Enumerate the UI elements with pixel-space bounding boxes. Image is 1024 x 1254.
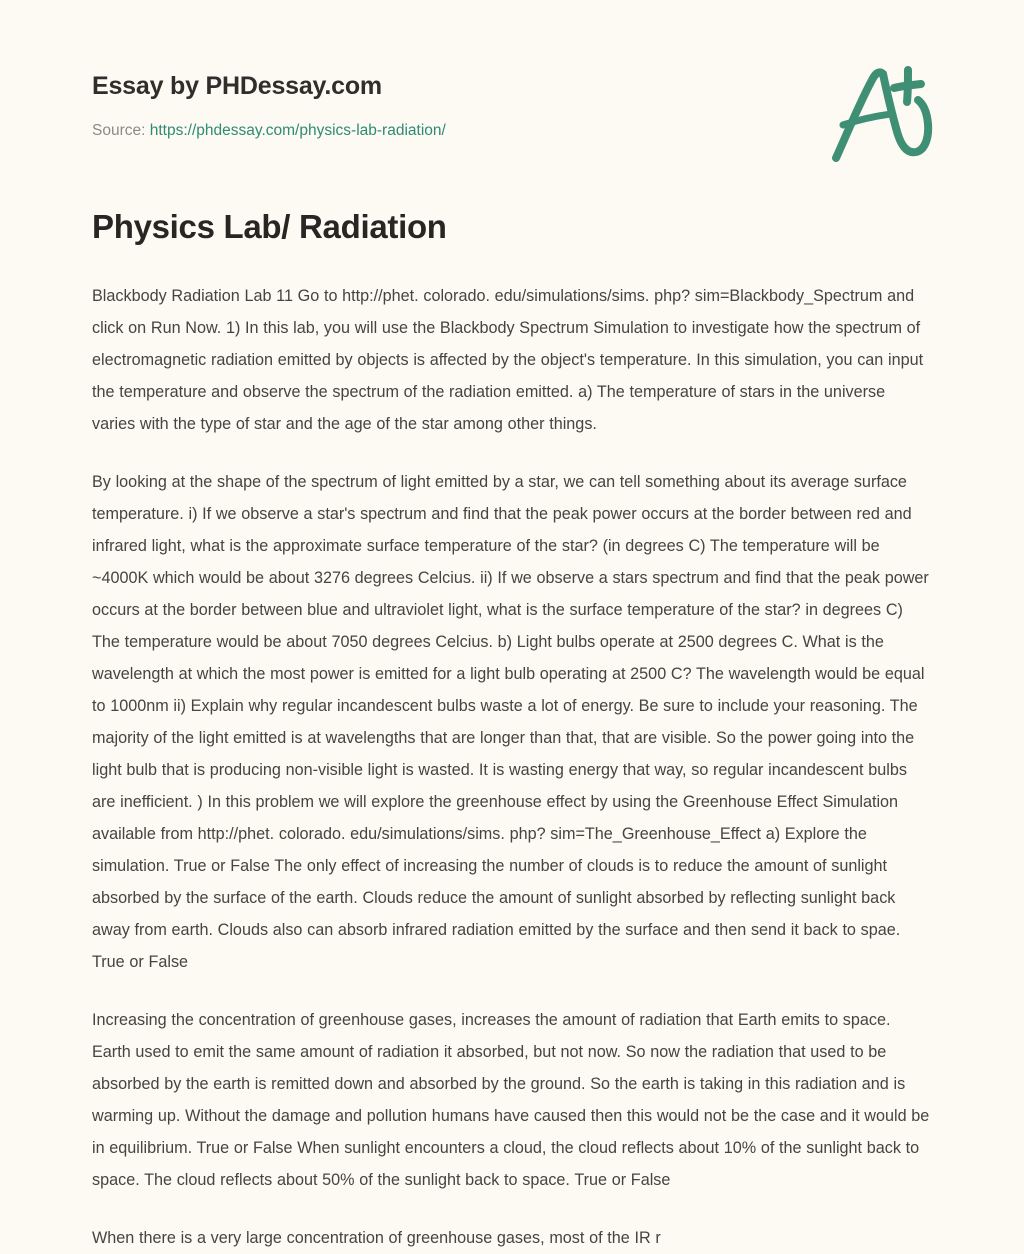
source-url-link[interactable]: https://phdessay.com/physics-lab-radiation/ bbox=[149, 121, 446, 139]
page-title: Physics Lab/ Radiation bbox=[92, 207, 447, 245]
brand-title: Essay by PHDessay.com bbox=[92, 72, 382, 100]
a-plus-logo-icon bbox=[828, 62, 938, 166]
source-label: Source: bbox=[92, 121, 146, 139]
paragraph: By looking at the shape of the spectrum of light emitted by a star, we can tell something about its average surface temperature. i) If we observe a star's spectrum and find that the peak power occurs at the border between red and infrared light, what is the approximate surface temperature of the star? (in degrees C) The temperature will be ~4000K which would be about 3276 degrees Celcius. ii) If we observe a stars spectrum and find that the peak power occurs at the border between blue and ultraviolet light, what is the surface temperature of the star? in degrees C) The temperature would be about 7050 degrees Celcius. b) Light bulbs operate at 2500 degrees C. What is the wavelength at which the most power is emitted for a light bulb operating at 2500 C? The wavelength would be equal to 1000nm ii) Explain why regular incandescent bulbs waste a lot of energy. Be sure to include your reasoning. The majority of the light emitted is at wavelengths that are longer than that, that are visible. So the power going into the light bulb that is producing non-visible light is wasted. It is wasting energy that way, so regular incandescent bulbs are inefficient. ) In this problem we will explore the greenhouse effect by using the Greenhouse Effect Simulation available from http://phet. colorado. edu/simulations/sims. php? sim=The_Greenhouse_Effect a) Explore the simulation. True or False The only effect of increasing the number of clouds is to reduce the amount of sunlight absorbed by the surface of the earth. Clouds reduce the amount of sunlight absorbed by reflecting sunlight back away from earth. Clouds also can absorb infrared radiation emitted by the surface and then send it back to spae. True or False bbox=[92, 473, 929, 972]
essay-body bbox=[0, 246, 1024, 1254]
a-plus-logo bbox=[828, 62, 938, 166]
paragraph: Increasing the concentration of greenhouse gases, increases the amount of radiation that Earth emits to space. Earth used to emit the same amount of radiation it absorbed, but not now. So now the radiation that used to be absorbed by the earth is remitted down and absorbed by the ground. So the earth is taking in this radiation and is warming up. Without the damage and pollution humans have caused then this would not be the case and it would be in equilibrium. True or False When sunlight encounters a cloud, the cloud reflects about 10% of the sunlight back to space. The cloud reflects about 50% of the sunlight back to space. True or False bbox=[92, 1011, 930, 1190]
source-line bbox=[92, 121, 944, 141]
paragraph: When there is a very large concentration of greenhouse gases, most of the IR r bbox=[92, 1229, 661, 1248]
page-header bbox=[0, 0, 1024, 141]
paragraph: Blackbody Radiation Lab 11 Go to http://phet. colorado. edu/simulations/sims. php? sim=Blackbody_Spectrum and click on Run Now. 1) In this lab, you will use the Blackbody Spectrum Simulation to investigate how the spectrum of electromagnetic radiation emitted by objects is affected by the object's temperature. In this simulation, you can input the temperature and observe the spectrum of the radiation emitted. a) The temperature of stars in the universe varies with the type of star and the age of the star among other things. bbox=[92, 287, 924, 434]
